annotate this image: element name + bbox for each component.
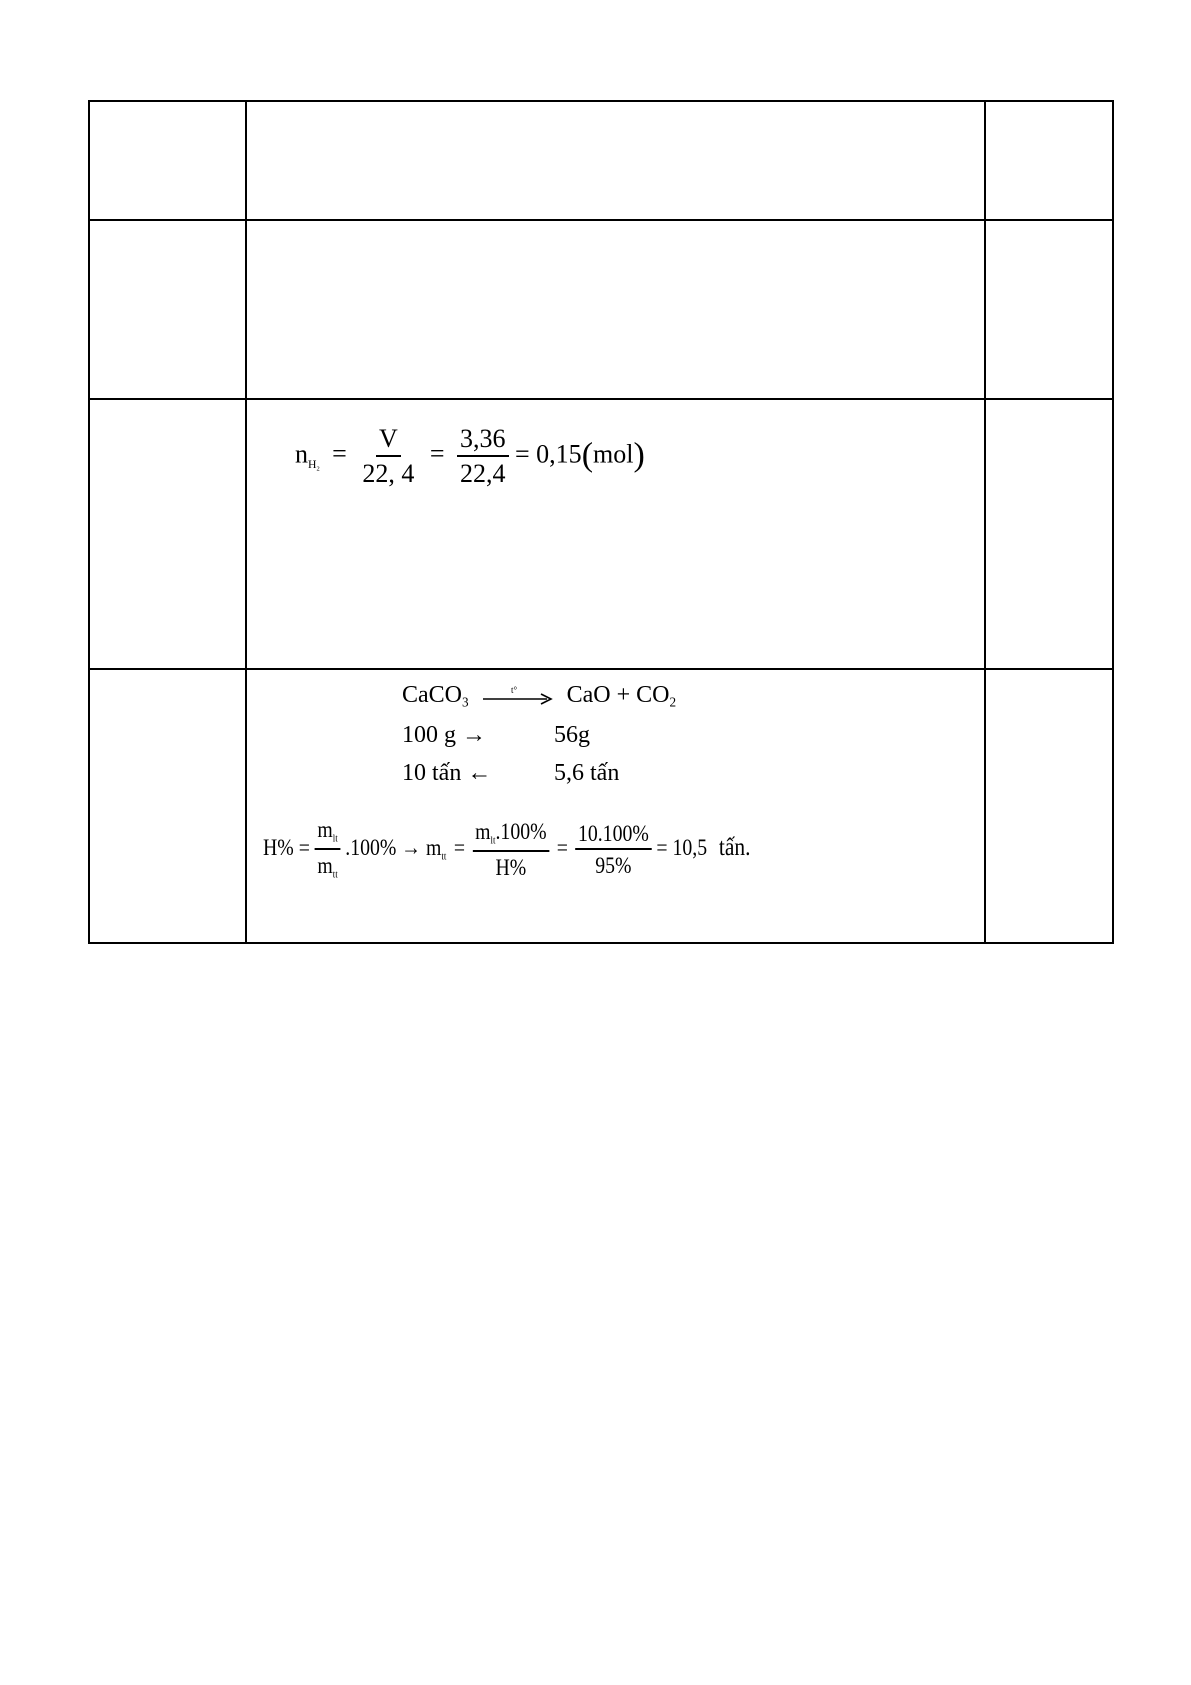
reaction-arrow-icon <box>483 686 553 706</box>
answer-table <box>88 100 1114 944</box>
equals-sign: = <box>429 439 445 469</box>
equals-sign: = <box>332 439 347 469</box>
score-cell <box>985 669 1113 943</box>
fraction-numerator-tail: .100% <box>495 819 547 844</box>
score-cell <box>985 399 1113 669</box>
fraction <box>359 426 417 487</box>
formula-unit: mol <box>593 439 634 469</box>
formula-subscript: lt <box>490 835 496 847</box>
table-row <box>89 669 1113 943</box>
fraction-numerator: V <box>376 426 401 457</box>
formula-subscript: 2 <box>669 694 677 710</box>
answer-cell <box>246 101 985 220</box>
reactant: CaCO <box>402 682 462 708</box>
paren: ) <box>633 436 645 474</box>
fraction-numerator: m <box>475 819 491 844</box>
yield-formula <box>263 818 751 881</box>
hydrogen-moles-formula <box>295 426 645 487</box>
question-cell <box>89 399 246 669</box>
reaction-equation <box>402 682 676 711</box>
question-cell <box>89 220 246 399</box>
table-row <box>89 220 1113 399</box>
answer-cell <box>246 220 985 399</box>
fraction <box>457 426 509 487</box>
equals-sign: = <box>556 834 568 860</box>
ratio-left: 10 tấn ← <box>402 760 492 786</box>
table-row <box>89 399 1113 669</box>
formula-unit: tấn. <box>718 833 751 861</box>
equals-sign: = <box>453 834 466 860</box>
ratio-right: 5,6 tấn <box>554 760 620 786</box>
formula-result: = 0,15 <box>515 439 582 469</box>
formula-subscript: tt <box>332 869 338 881</box>
fraction <box>575 822 651 877</box>
formula-subscript: lt <box>332 833 338 845</box>
fraction-denominator: 22, 4 <box>362 459 415 488</box>
formula-subscript: 2 <box>316 464 320 472</box>
fraction-numerator: 10.100% <box>575 822 651 850</box>
fraction <box>473 820 550 879</box>
fraction-numerator: 3,36 <box>457 426 509 457</box>
formula-symbol: n <box>295 439 308 469</box>
ratio-left: 100 g → <box>402 722 486 748</box>
fraction-denominator: 95% <box>595 853 632 878</box>
fraction-denominator: H% <box>495 855 527 880</box>
fraction <box>315 818 340 881</box>
products: CaO + CO <box>566 682 670 708</box>
fraction-denominator: 22,4 <box>460 459 506 488</box>
formula-middle: .100% → m <box>345 834 442 860</box>
fraction-numerator: m <box>317 817 333 842</box>
score-cell <box>985 101 1113 220</box>
question-cell <box>89 101 246 220</box>
score-cell <box>985 220 1113 399</box>
answer-cell <box>246 669 985 943</box>
ratio-right: 56g <box>554 722 590 748</box>
formula-subscript: 3 <box>462 694 469 710</box>
formula-subscript: tt <box>441 851 447 863</box>
table-row <box>89 101 1113 220</box>
paren: ( <box>581 436 594 474</box>
reaction-condition: t° <box>510 686 517 696</box>
answer-cell <box>246 399 985 669</box>
question-cell <box>89 669 246 943</box>
formula-subscript: H <box>308 457 317 471</box>
fraction-denominator: m <box>317 853 333 878</box>
mass-ratio-line <box>402 722 590 749</box>
mass-ratio-line <box>402 760 620 787</box>
formula-result: = 10,5 <box>656 834 708 860</box>
formula-lhs: H% = <box>263 834 310 860</box>
